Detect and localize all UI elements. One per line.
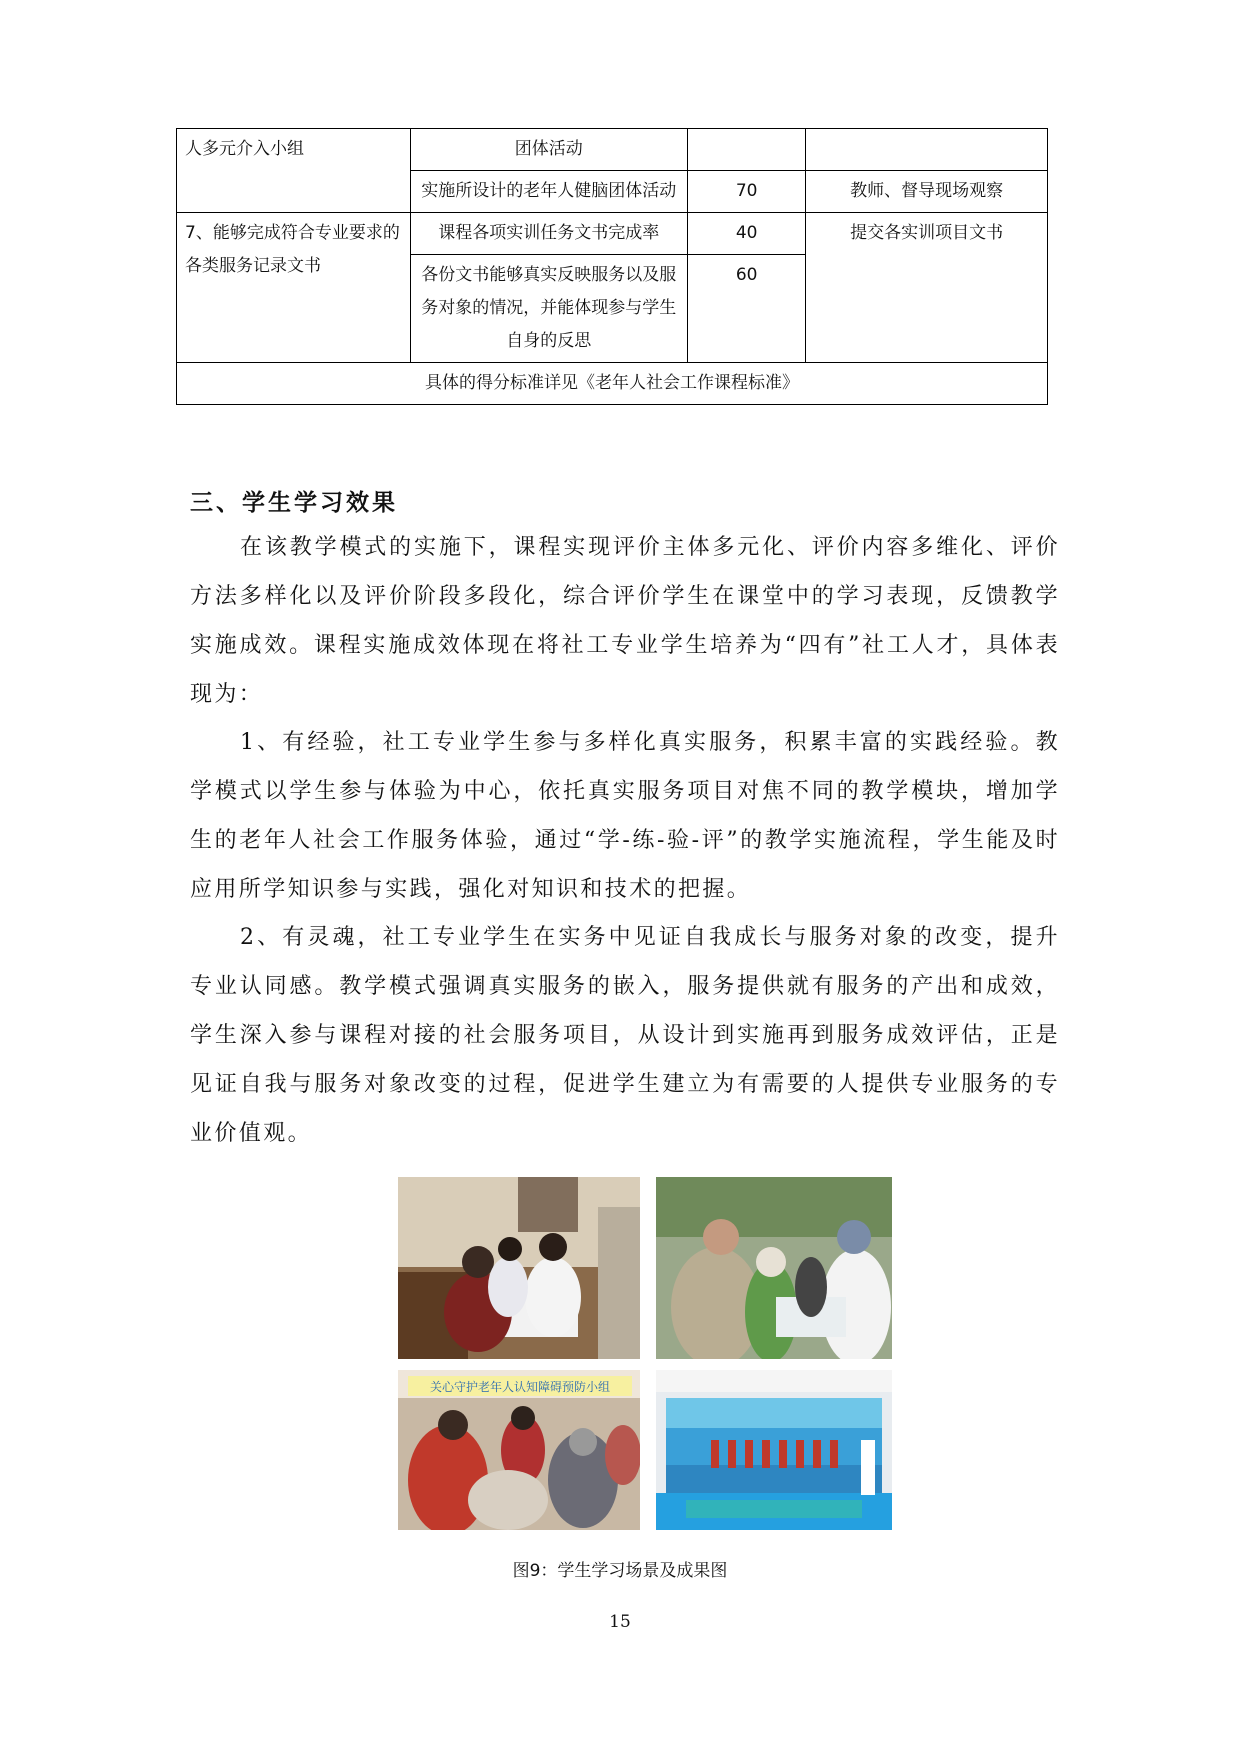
paragraph bbox=[190, 523, 1060, 719]
table-cell: 课程各项实训任务文书完成率 bbox=[410, 213, 687, 255]
photo-indoor-tutoring bbox=[398, 1177, 640, 1359]
table-cell: 70 bbox=[687, 171, 805, 213]
photo-banner-text: 关心守护老年人认知障碍预防小组 bbox=[429, 1380, 611, 1394]
table-row bbox=[177, 213, 1048, 255]
paragraph-text: 1、有经验，社工专业学生参与多样化真实服务，积累丰富的实践经验。教学模式以学生参与体验为中心，依托真实服务项目对焦不同的教学模块，增加学生的老年人社会工作服务体验，通过“学-练-验-评”的教学实施流程，学生能及时应用所学知识参与实践，强化对知识和技术的把握。 bbox=[190, 730, 1060, 902]
table-cell: 40 bbox=[687, 213, 805, 255]
section-heading: 三、学生学习效果 bbox=[190, 490, 398, 516]
table-cell: 人多元介入小组 bbox=[177, 129, 411, 213]
photo-group-activity bbox=[398, 1370, 640, 1530]
table-cell: 60 bbox=[687, 255, 805, 363]
table-cell: 提交各实训项目文书 bbox=[806, 213, 1048, 363]
table-cell bbox=[806, 129, 1048, 171]
table-cell: 教师、督导现场观察 bbox=[806, 171, 1048, 213]
paragraph bbox=[190, 913, 1060, 1158]
table-footer-cell: 具体的得分标准详见《老年人社会工作课程标准》 bbox=[177, 363, 1048, 405]
evaluation-table bbox=[176, 128, 1048, 405]
table-cell bbox=[687, 129, 805, 171]
table-cell: 团体活动 bbox=[410, 129, 687, 171]
figure-caption: 图9：学生学习场景及成果图 bbox=[512, 1561, 728, 1581]
paragraph-text: 在该教学模式的实施下，课程实现评价主体多元化、评价内容多维化、评价方法多样化以及评价阶段多段化，综合评价学生在课堂中的学习表现，反馈教学实施成效。课程实施成效体现在将社工专业学生培养为“四有”社工人才，具体表现为： bbox=[190, 535, 1060, 707]
table-cell: 实施所设计的老年人健脑团体活动 bbox=[410, 171, 687, 213]
paragraph-text: 2、有灵魂，社工专业学生在实务中见证自我成长与服务对象的改变，提升专业认同感。教学模式强调真实服务的嵌入，服务提供就有服务的产出和成效，学生深入参与课程对接的社会服务项目，从设计到实施再到服务成效评估，正是见证自我与服务对象改变的过程，促进学生建立为有需要的人提供专业服务的专业价值观。 bbox=[190, 925, 1060, 1146]
table-row bbox=[177, 129, 1048, 171]
photo-outdoor-service bbox=[656, 1177, 892, 1359]
photo-award-stage bbox=[656, 1370, 892, 1530]
table-row bbox=[177, 363, 1048, 405]
table-cell: 各份文书能够真实反映服务以及服务对象的情况，并能体现参与学生自身的反思 bbox=[410, 255, 687, 363]
page-number: 15 bbox=[609, 1612, 631, 1632]
table-cell: 7、能够完成符合专业要求的各类服务记录文书 bbox=[177, 213, 411, 363]
paragraph bbox=[190, 718, 1060, 914]
